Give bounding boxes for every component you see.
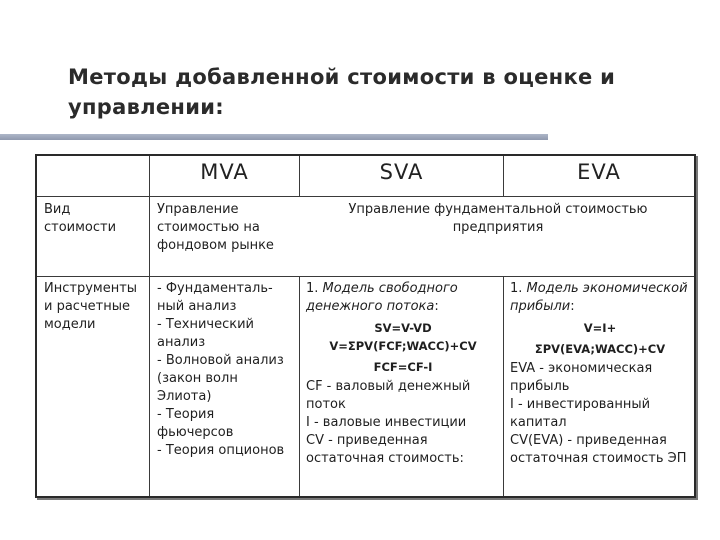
eva-note: EVA - экономическая прибыль <box>510 361 653 394</box>
sva-formula: V=ΣPV(FCF;WACC)+CV <box>329 339 477 353</box>
sva-formula: SV=V-VD <box>374 321 432 335</box>
mva-value-type: Управление стоимостью на фондовом рынке <box>157 202 274 253</box>
eva-tools <box>510 280 690 468</box>
mva-tools-list <box>157 280 293 460</box>
sva-eva-value-type: Управление фундаментальной стоимостью предприятия <box>348 202 648 235</box>
row-label-tools: Инструменты и расчетные модели <box>44 281 138 332</box>
grid-line-header <box>37 196 694 197</box>
grid-line-col3b <box>503 277 504 496</box>
sva-note: I - валовые инвестиции <box>306 415 467 430</box>
column-header-mva: MVA <box>200 160 249 184</box>
title-underline <box>0 134 548 140</box>
eva-note: CV(EVA) - приведенная остаточная стоимость ЭП <box>510 433 687 466</box>
eva-note: I - инвестированный капитал <box>510 397 651 430</box>
list-item: - Теория фьючерсов <box>157 407 234 440</box>
column-header-sva: SVA <box>379 160 424 184</box>
eva-formula: ΣPV(EVA;WACC)+CV <box>534 342 666 356</box>
sva-model-title: 1. Модель свободного денежного потока: <box>306 281 458 314</box>
sva-formula: FCF=CF-I <box>373 360 433 374</box>
list-item: - Технический анализ <box>157 317 254 350</box>
list-item: - Волновой анализ (закон волн Элиота) <box>157 353 284 404</box>
sva-note: CF - валовый денежный поток <box>306 379 471 412</box>
grid-line-row1 <box>37 276 694 277</box>
sva-note: CV - приведенная остаточная стоимость: <box>306 433 464 466</box>
slide-title: Методы добавленной стоимости в оценке и управлении: <box>68 65 616 119</box>
column-header-eva: EVA <box>577 160 621 184</box>
list-item: - Фундаменталь-ный анализ <box>157 281 273 314</box>
list-item: - Теория опционов <box>157 443 285 458</box>
row-label-value-type: Вид стоимости <box>44 202 117 235</box>
grid-line-col1 <box>149 156 150 496</box>
eva-formula: V=I+ <box>583 321 617 335</box>
grid-line-col2b <box>299 277 300 496</box>
sva-tools <box>306 280 500 468</box>
eva-model-title: 1. Модель экономической прибыли: <box>510 281 688 314</box>
